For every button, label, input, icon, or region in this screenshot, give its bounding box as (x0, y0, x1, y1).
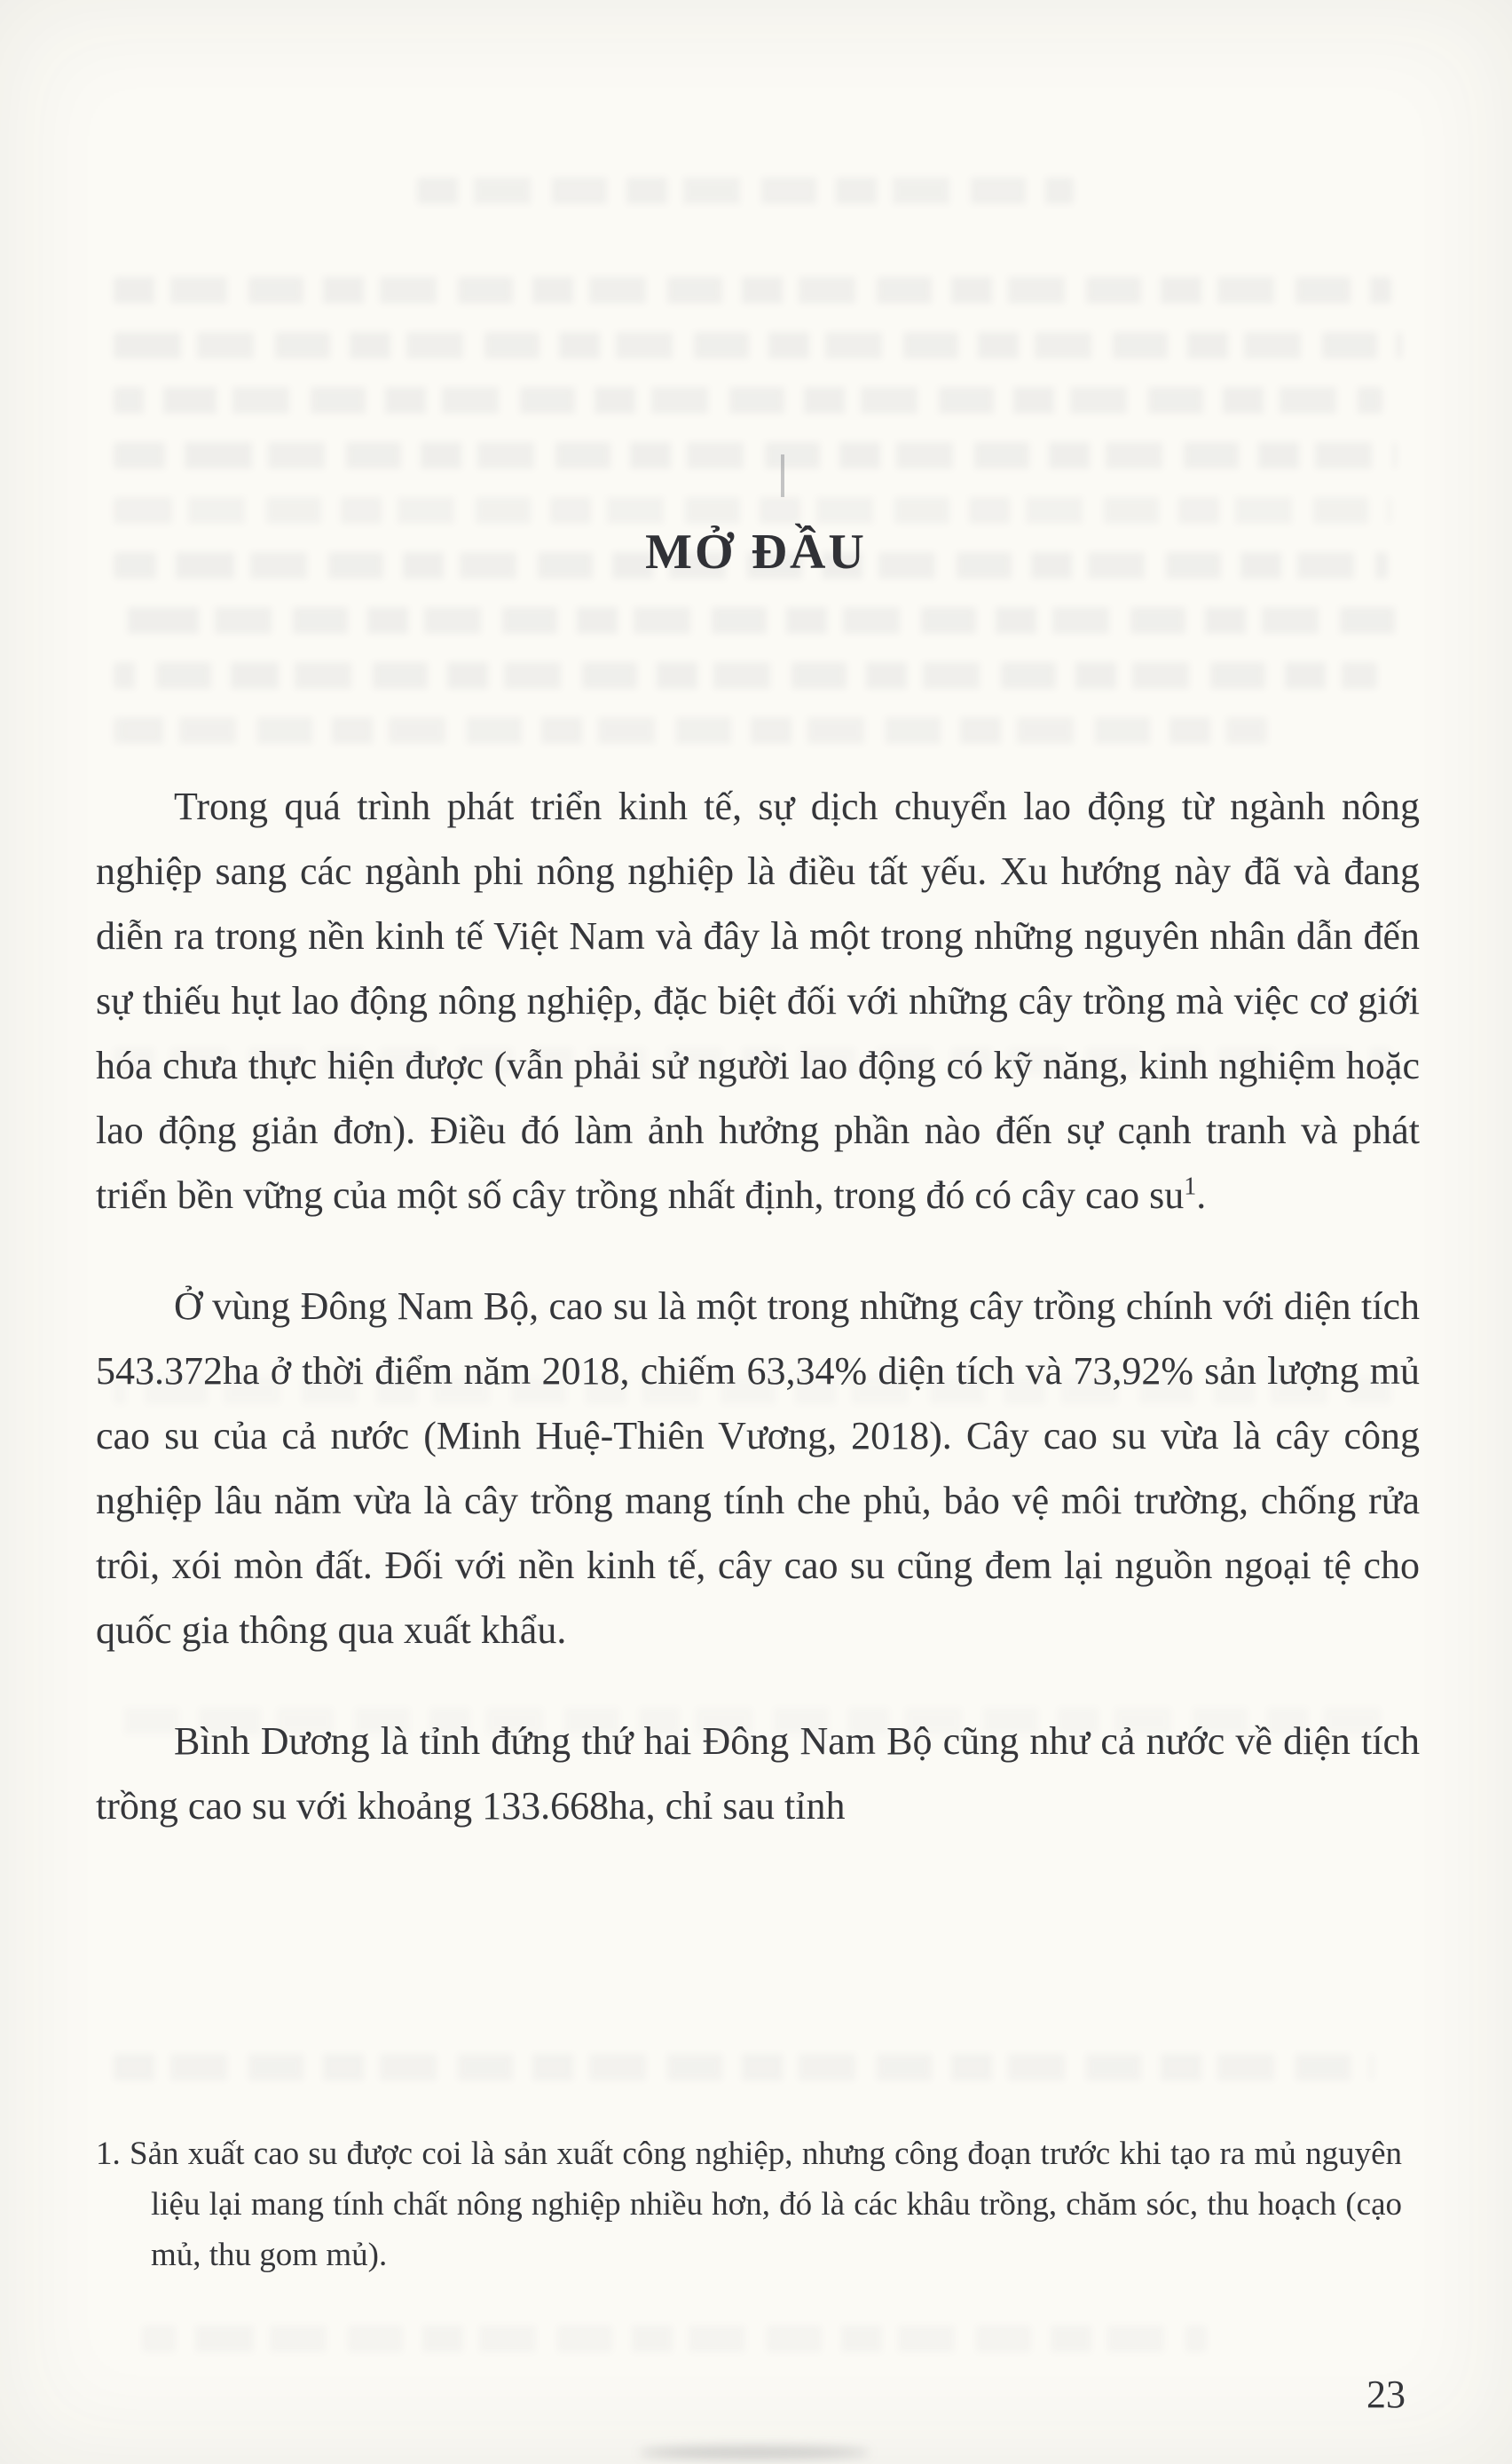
paragraph (96, 774, 1420, 1228)
bleed-through-artifact (114, 662, 1377, 689)
bleed-through-artifact (114, 277, 1391, 304)
footnote-body: Sản xuất cao su được coi là sản xuất công nghiệp, nhưng công đoạn trước khi tạo ra mủ nguyên liệu lại mang tính chất nông nghiệp nhiều hơn, đó là các khâu trồng, chăm sóc, thu hoạch (cạo mủ, thu gom mủ). (120, 2136, 1402, 2273)
bleed-through-artifact (142, 2326, 1207, 2352)
bleed-through-artifact (114, 717, 1267, 744)
bleed-through-artifact (114, 387, 1382, 414)
footnote-reference: 1 (1184, 1173, 1197, 1201)
footnote-text (96, 2128, 1402, 2280)
scan-artifact (639, 2446, 870, 2459)
bleed-through-artifact (114, 497, 1391, 524)
paragraph-text: Trong quá trình phát triển kinh tế, sự dịch chuyển lao động từ ngành nông nghiệp sang các ngành phi nông nghiệp là điều tất yếu. Xu hướng này đã và đang diễn ra trong nền kinh tế Việt Nam và đây là một trong những nguyên nhân dẫn đến sự thiếu hụt lao động nông nghiệp, đặc biệt đối với những cây trồng mà việc cơ giới hóa chưa thực hiện được (vẫn phải sử người lao động có kỹ năng, kinh nghiệm hoặc lao động giản đơn). Điều đó làm ảnh hưởng phần nào đến sự cạnh tranh và phát triển bền vững của một số cây trồng nhất định, trong đó có cây cao su (96, 785, 1420, 1217)
bleed-through-artifact (114, 442, 1397, 469)
footnote (96, 2128, 1402, 2280)
bleed-through-artifact (114, 332, 1402, 359)
footnote-marker: 1. (96, 2136, 121, 2172)
page-number: 23 (1366, 2373, 1406, 2416)
scan-artifact (781, 454, 784, 497)
bleed-through-artifact (114, 2054, 1374, 2081)
paragraph: Ở vùng Đông Nam Bộ, cao su là một trong những cây trồng chính với diện tích 543.372ha ở thời điểm năm 2018, chiếm 63,34% diện tích và 73,92% sản lượng mủ cao su của cả nước (Minh Huệ-Thiên Vương, 2018). Cây cao su vừa là cây công nghiệp lâu năm vừa là cây trồng mang tính che phủ, bảo vệ môi trường, chống rửa trôi, xói mòn đất. Đối với nền kinh tế, cây cao su cũng đem lại nguồn ngoại tệ cho quốc gia thông qua xuất khẩu. (96, 1284, 1420, 1652)
page-title: MỞ ĐẦU (645, 524, 867, 580)
paragraph: Bình Dương là tỉnh đứng thứ hai Đông Nam Bộ cũng như cả nước về diện tích trồng cao su với khoảng 133.668ha, chỉ sau tỉnh (96, 1719, 1420, 1828)
bleed-through-artifact (114, 607, 1400, 634)
paragraph-text: . (1196, 1173, 1207, 1217)
bleed-through-artifact (417, 178, 1074, 204)
body-text (96, 774, 1420, 1884)
